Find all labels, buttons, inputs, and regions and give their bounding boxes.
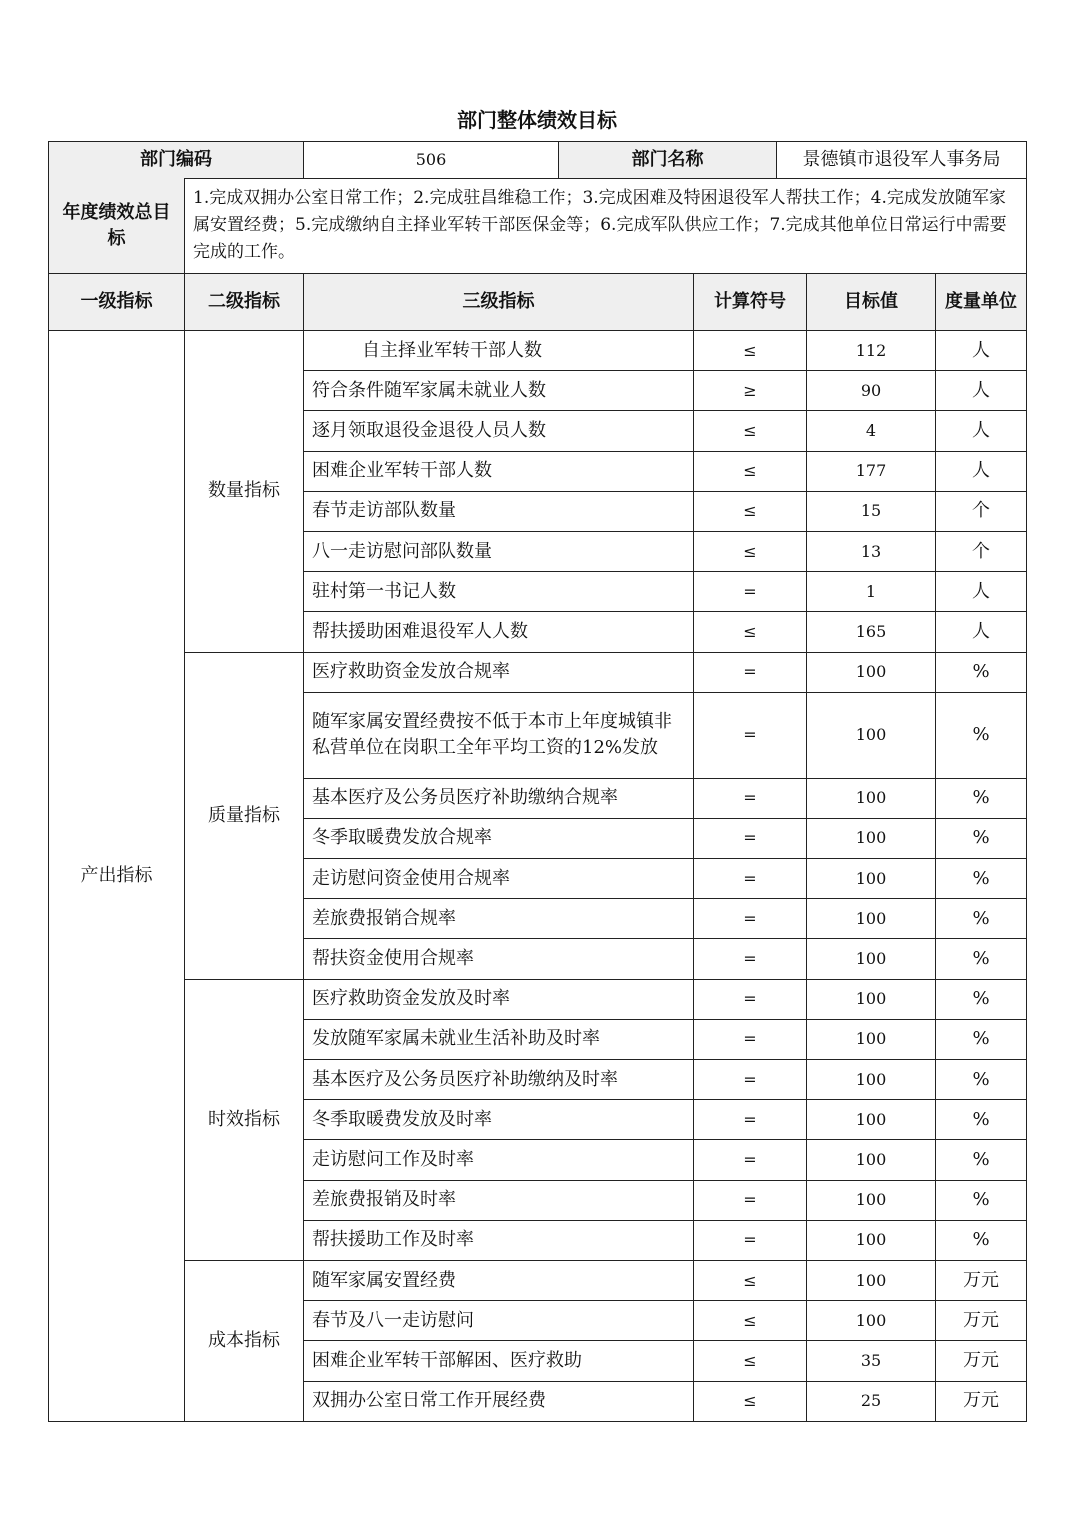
- unit: %: [936, 1100, 1027, 1140]
- level3-indicator: 帮扶资金使用合规率: [304, 939, 694, 979]
- target-value: 100: [807, 859, 936, 899]
- level3-indicator: 自主择业军转干部人数: [304, 331, 694, 371]
- level3-indicator: 随军家属安置经费: [304, 1260, 694, 1300]
- operator: ≤: [694, 491, 807, 531]
- target-value: 100: [807, 979, 936, 1019]
- performance-table: [48, 178, 1027, 1422]
- operator: ≤: [694, 612, 807, 652]
- target-value: 1: [807, 572, 936, 612]
- unit: %: [936, 979, 1027, 1019]
- operator: =: [694, 1060, 807, 1100]
- unit: %: [936, 692, 1027, 778]
- unit: %: [936, 1180, 1027, 1220]
- target-value: 4: [807, 411, 936, 451]
- operator: ≤: [694, 1381, 807, 1421]
- target-value: 112: [807, 331, 936, 371]
- unit: 个: [936, 531, 1027, 571]
- col-header-target: 目标值: [807, 274, 936, 331]
- unit: 人: [936, 331, 1027, 371]
- unit: 万元: [936, 1341, 1027, 1381]
- level3-indicator: 驻村第一书记人数: [304, 572, 694, 612]
- col-header-operator: 计算符号: [694, 274, 807, 331]
- unit: %: [936, 1019, 1027, 1059]
- unit: 万元: [936, 1381, 1027, 1421]
- unit: 人: [936, 572, 1027, 612]
- operator: ≤: [694, 1260, 807, 1300]
- operator: =: [694, 572, 807, 612]
- level1-indicator: 产出指标: [49, 331, 185, 1422]
- target-value: 15: [807, 491, 936, 531]
- operator: =: [694, 1019, 807, 1059]
- unit: %: [936, 859, 1027, 899]
- level3-indicator: 符合条件随军家属未就业人数: [304, 371, 694, 411]
- target-value: 13: [807, 531, 936, 571]
- operator: =: [694, 1220, 807, 1260]
- operator: =: [694, 692, 807, 778]
- level3-indicator: 逐月领取退役金退役人员人数: [304, 411, 694, 451]
- unit: %: [936, 818, 1027, 858]
- department-info-table: [48, 141, 1027, 179]
- target-value: 100: [807, 939, 936, 979]
- annual-goal-label: 年度绩效总目标: [49, 178, 185, 274]
- target-value: 100: [807, 1140, 936, 1180]
- operator: =: [694, 1100, 807, 1140]
- operator: ≤: [694, 411, 807, 451]
- level3-indicator: 随军家属安置经费按不低于本市上年度城镇非私营单位在岗职工全年平均工资的12%发放: [304, 692, 694, 778]
- unit: %: [936, 1060, 1027, 1100]
- level3-indicator: 冬季取暖费发放及时率: [304, 1100, 694, 1140]
- level3-indicator: 困难企业军转干部人数: [304, 451, 694, 491]
- target-value: 100: [807, 692, 936, 778]
- level2-indicator: 时效指标: [185, 979, 304, 1260]
- unit: 人: [936, 612, 1027, 652]
- unit: %: [936, 778, 1027, 818]
- target-value: 100: [807, 1100, 936, 1140]
- unit: 个: [936, 491, 1027, 531]
- target-value: 100: [807, 1260, 936, 1300]
- operator: =: [694, 1180, 807, 1220]
- dept-code-label: 部门编码: [49, 142, 304, 179]
- unit: 万元: [936, 1301, 1027, 1341]
- operator: =: [694, 778, 807, 818]
- level3-indicator: 冬季取暖费发放合规率: [304, 818, 694, 858]
- level3-indicator: 八一走访慰问部队数量: [304, 531, 694, 571]
- level3-indicator: 走访慰问资金使用合规率: [304, 859, 694, 899]
- operator: ≤: [694, 1341, 807, 1381]
- target-value: 100: [807, 1180, 936, 1220]
- level3-indicator: 差旅费报销合规率: [304, 899, 694, 939]
- operator: =: [694, 899, 807, 939]
- table-row: [49, 331, 1027, 371]
- operator: =: [694, 859, 807, 899]
- level3-indicator: 基本医疗及公务员医疗补助缴纳及时率: [304, 1060, 694, 1100]
- unit: %: [936, 939, 1027, 979]
- level3-indicator: 双拥办公室日常工作开展经费: [304, 1381, 694, 1421]
- level3-indicator: 医疗救助资金发放合规率: [304, 652, 694, 692]
- target-value: 165: [807, 612, 936, 652]
- page-title: 部门整体绩效目标: [457, 108, 617, 132]
- operator: =: [694, 1140, 807, 1180]
- unit: 人: [936, 371, 1027, 411]
- col-header-level1: 一级指标: [49, 274, 185, 331]
- target-value: 90: [807, 371, 936, 411]
- level3-indicator: 发放随军家属未就业生活补助及时率: [304, 1019, 694, 1059]
- target-value: 177: [807, 451, 936, 491]
- col-header-level2: 二级指标: [185, 274, 304, 331]
- level2-indicator: 质量指标: [185, 652, 304, 979]
- target-value: 100: [807, 1060, 936, 1100]
- level3-indicator: 走访慰问工作及时率: [304, 1140, 694, 1180]
- target-value: 100: [807, 899, 936, 939]
- target-value: 100: [807, 1019, 936, 1059]
- target-value: 100: [807, 818, 936, 858]
- level3-indicator: 春节及八一走访慰问: [304, 1301, 694, 1341]
- level3-indicator: 困难企业军转干部解困、医疗救助: [304, 1341, 694, 1381]
- operator: ≤: [694, 451, 807, 491]
- level3-indicator: 医疗救助资金发放及时率: [304, 979, 694, 1019]
- operator: ≤: [694, 1301, 807, 1341]
- unit: 万元: [936, 1260, 1027, 1300]
- operator: =: [694, 939, 807, 979]
- table-row: [49, 979, 1027, 1019]
- level3-indicator: 基本医疗及公务员医疗补助缴纳合规率: [304, 778, 694, 818]
- operator: =: [694, 818, 807, 858]
- dept-code-value: 506: [304, 142, 559, 179]
- target-value: 100: [807, 778, 936, 818]
- operator: ≤: [694, 331, 807, 371]
- target-value: 100: [807, 652, 936, 692]
- col-header-level3: 三级指标: [304, 274, 694, 331]
- level3-indicator: 帮扶援助工作及时率: [304, 1220, 694, 1260]
- operator: =: [694, 979, 807, 1019]
- operator: =: [694, 652, 807, 692]
- target-value: 100: [807, 1220, 936, 1260]
- operator: ≤: [694, 531, 807, 571]
- target-value: 100: [807, 1301, 936, 1341]
- unit: 人: [936, 451, 1027, 491]
- level2-indicator: 成本指标: [185, 1260, 304, 1421]
- level3-indicator: 春节走访部队数量: [304, 491, 694, 531]
- table-row: [49, 652, 1027, 692]
- table-row: [49, 1260, 1027, 1300]
- unit: %: [936, 1220, 1027, 1260]
- dept-name-label: 部门名称: [559, 142, 777, 179]
- unit: %: [936, 652, 1027, 692]
- dept-name-value: 景德镇市退役军人事务局: [777, 142, 1027, 179]
- level3-indicator: 差旅费报销及时率: [304, 1180, 694, 1220]
- operator: ≥: [694, 371, 807, 411]
- level2-indicator: 数量指标: [185, 331, 304, 653]
- unit: %: [936, 1140, 1027, 1180]
- target-value: 35: [807, 1341, 936, 1381]
- unit: %: [936, 899, 1027, 939]
- target-value: 25: [807, 1381, 936, 1421]
- level3-indicator: 帮扶援助困难退役军人人数: [304, 612, 694, 652]
- unit: 人: [936, 411, 1027, 451]
- annual-goal-text: 1.完成双拥办公室日常工作；2.完成驻昌维稳工作；3.完成困难及特困退役军人帮扶工作；4.完成发放随军家属安置经费；5.完成缴纳自主择业军转干部医保金等；6.完成军队供应工作；7.完成其他单位日常运行中需要完成的工作。: [185, 178, 1027, 274]
- col-header-unit: 度量单位: [936, 274, 1027, 331]
